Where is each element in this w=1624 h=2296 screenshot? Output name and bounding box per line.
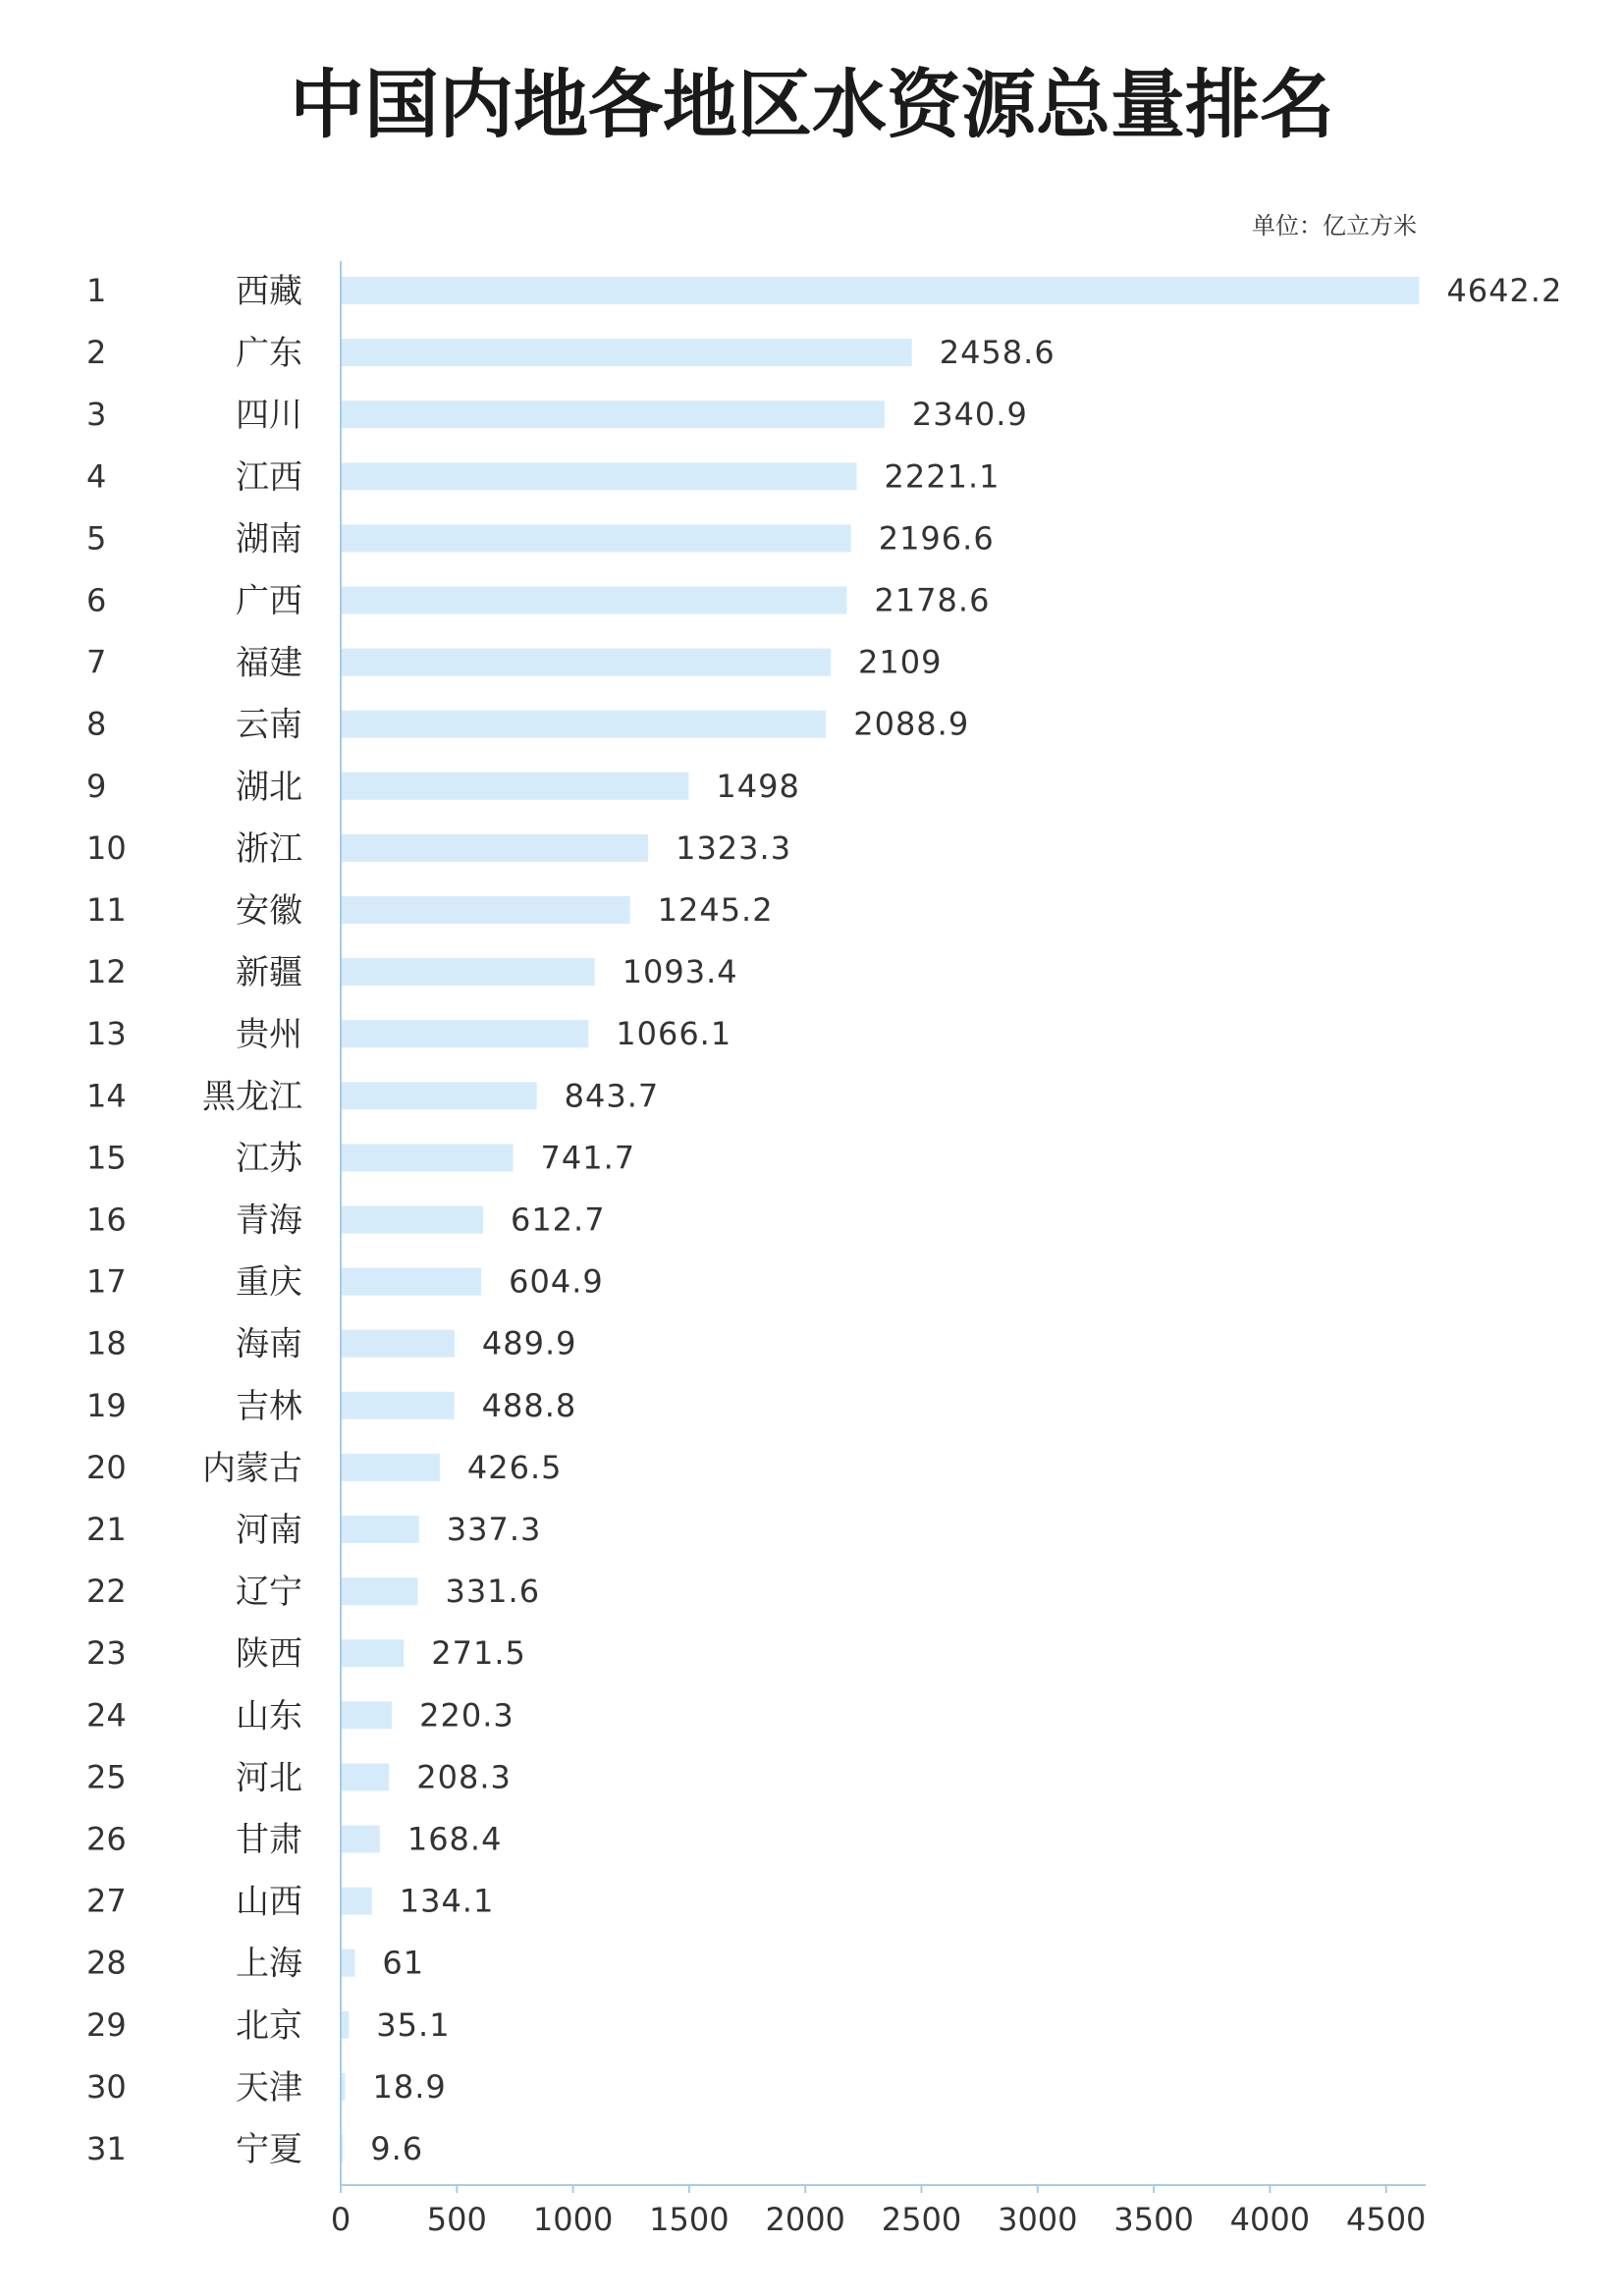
region-label: 广西 <box>236 581 302 621</box>
region-label: 天津 <box>236 2067 302 2108</box>
rank-label: 23 <box>86 1634 127 1673</box>
rank-label: 26 <box>86 1820 127 1858</box>
value-label: 604.9 <box>509 1262 604 1301</box>
region-label: 贵州 <box>236 1015 302 1055</box>
region-label: 甘肃 <box>236 1820 302 1860</box>
value-label: 9.6 <box>370 2130 424 2167</box>
rank-label: 6 <box>86 581 107 619</box>
rank-label: 13 <box>86 1015 127 1053</box>
x-tick-label: 1500 <box>649 2201 730 2238</box>
value-label: 208.3 <box>416 1758 512 1796</box>
value-label: 488.8 <box>481 1386 577 1424</box>
region-label: 江西 <box>236 457 302 498</box>
rank-label: 1 <box>86 272 107 309</box>
bar <box>341 711 826 738</box>
value-label: 489.9 <box>481 1324 577 1362</box>
rank-label: 4 <box>86 457 107 496</box>
bar <box>341 587 846 614</box>
bar <box>341 1763 389 1790</box>
value-label: 426.5 <box>466 1448 563 1486</box>
rows-layer <box>86 272 1562 2169</box>
value-label: 1498 <box>716 767 800 805</box>
bar <box>341 1330 455 1358</box>
region-label: 青海 <box>236 1201 302 1241</box>
region-label: 宁夏 <box>236 2130 302 2169</box>
value-label: 168.4 <box>406 1820 503 1858</box>
value-label: 1066.1 <box>616 1015 732 1053</box>
rank-label: 10 <box>86 828 127 867</box>
rank-label: 29 <box>86 2005 127 2044</box>
value-label: 35.1 <box>376 2005 451 2044</box>
value-label: 1245.2 <box>657 891 774 929</box>
x-tick-label: 3500 <box>1113 2201 1194 2238</box>
value-label: 4642.2 <box>1446 272 1563 309</box>
bar <box>341 1268 481 1296</box>
bar <box>341 277 1419 304</box>
value-label: 2109 <box>857 643 943 681</box>
x-tick-label: 0 <box>330 2201 352 2238</box>
bar <box>341 1639 404 1667</box>
value-label: 741.7 <box>540 1139 636 1177</box>
bar <box>341 1577 417 1605</box>
x-tick-label: 2000 <box>765 2201 845 2238</box>
bar <box>341 1144 513 1171</box>
rank-label: 15 <box>86 1139 127 1177</box>
value-label: 2088.9 <box>853 705 970 743</box>
bar <box>341 1392 455 1419</box>
region-label: 吉林 <box>236 1386 302 1426</box>
bar <box>341 2011 349 2039</box>
rank-label: 21 <box>86 1511 127 1548</box>
region-label: 上海 <box>236 1944 302 1984</box>
rank-label: 25 <box>86 1758 127 1796</box>
region-label: 云南 <box>236 705 302 745</box>
bar <box>341 958 595 986</box>
value-label: 843.7 <box>564 1077 660 1115</box>
rank-label: 8 <box>86 705 107 743</box>
bar <box>341 1888 372 1915</box>
rank-label: 24 <box>86 1696 127 1735</box>
rank-label: 16 <box>86 1201 127 1239</box>
region-label: 湖北 <box>236 767 302 807</box>
x-tick-label: 500 <box>426 2201 487 2238</box>
x-tick-label: 2500 <box>881 2201 962 2238</box>
value-label: 18.9 <box>372 2067 447 2106</box>
region-label: 广东 <box>236 334 302 374</box>
region-label: 四川 <box>236 396 302 436</box>
region-label: 山东 <box>236 1696 302 1736</box>
x-tick-label: 1000 <box>532 2201 614 2238</box>
bar <box>341 773 688 800</box>
value-label: 2340.9 <box>911 396 1028 434</box>
value-label: 612.7 <box>510 1201 606 1239</box>
value-label: 1323.3 <box>676 828 792 867</box>
rank-label: 17 <box>86 1262 127 1301</box>
bar <box>341 339 912 366</box>
value-label: 2221.1 <box>884 457 1001 496</box>
x-tick-label: 4500 <box>1345 2201 1427 2238</box>
region-label: 重庆 <box>236 1262 302 1303</box>
rank-label: 18 <box>86 1324 127 1362</box>
rank-label: 5 <box>86 519 107 558</box>
bar <box>341 649 831 676</box>
region-label: 海南 <box>236 1324 302 1364</box>
region-label: 西藏 <box>236 272 302 311</box>
rank-label: 22 <box>86 1573 127 1611</box>
value-label: 337.3 <box>446 1511 542 1548</box>
region-label: 安徽 <box>236 891 302 931</box>
bar <box>341 834 648 862</box>
bar <box>341 1949 354 1977</box>
rank-label: 12 <box>86 953 127 991</box>
bar <box>341 1826 380 1853</box>
region-label: 新疆 <box>236 953 302 993</box>
chart-title: 中国内地各地区水资源总量排名 <box>290 61 1334 148</box>
x-tick-label: 4000 <box>1229 2201 1311 2238</box>
unit-label: 单位：亿立方米 <box>1252 212 1417 240</box>
region-label: 内蒙古 <box>202 1448 302 1488</box>
value-label: 2178.6 <box>874 581 991 619</box>
region-label: 湖南 <box>236 519 302 560</box>
value-label: 331.6 <box>445 1573 541 1611</box>
bar <box>341 896 630 924</box>
value-label: 61 <box>382 1944 425 1982</box>
bar <box>341 1020 588 1047</box>
bar <box>341 1206 483 1234</box>
rank-label: 11 <box>86 891 127 929</box>
rank-label: 7 <box>86 643 107 681</box>
bar <box>341 524 851 552</box>
rank-label: 27 <box>86 1882 127 1920</box>
bar <box>341 1701 392 1729</box>
region-label: 陕西 <box>236 1634 302 1675</box>
value-label: 271.5 <box>431 1634 526 1673</box>
rank-label: 9 <box>86 767 107 805</box>
value-label: 2196.6 <box>878 519 995 558</box>
region-label: 北京 <box>236 2005 302 2046</box>
value-label: 2458.6 <box>939 334 1056 372</box>
rank-label: 20 <box>86 1448 127 1486</box>
rank-label: 19 <box>86 1386 127 1424</box>
rank-label: 3 <box>86 396 107 434</box>
region-label: 浙江 <box>236 828 302 869</box>
bar <box>341 462 857 490</box>
value-label: 220.3 <box>419 1696 514 1735</box>
rank-label: 28 <box>86 1944 127 1982</box>
region-label: 山西 <box>236 1882 302 1922</box>
value-label: 134.1 <box>399 1882 495 1920</box>
region-label: 辽宁 <box>236 1573 302 1613</box>
value-label: 1093.4 <box>622 953 738 991</box>
region-label: 福建 <box>236 643 302 683</box>
region-label: 江苏 <box>236 1139 302 1179</box>
axis-layer <box>331 261 1427 2238</box>
region-label: 黑龙江 <box>202 1077 302 1117</box>
rank-label: 30 <box>86 2067 127 2106</box>
region-label: 河南 <box>236 1511 302 1550</box>
rank-label: 2 <box>86 334 107 372</box>
rank-label: 31 <box>86 2130 127 2167</box>
rank-label: 14 <box>86 1077 127 1115</box>
bar <box>341 400 885 428</box>
bar <box>341 1454 440 1481</box>
x-tick-label: 3000 <box>998 2201 1078 2238</box>
region-label: 河北 <box>236 1758 302 1798</box>
bar <box>341 1082 537 1109</box>
bar <box>341 1516 419 1543</box>
